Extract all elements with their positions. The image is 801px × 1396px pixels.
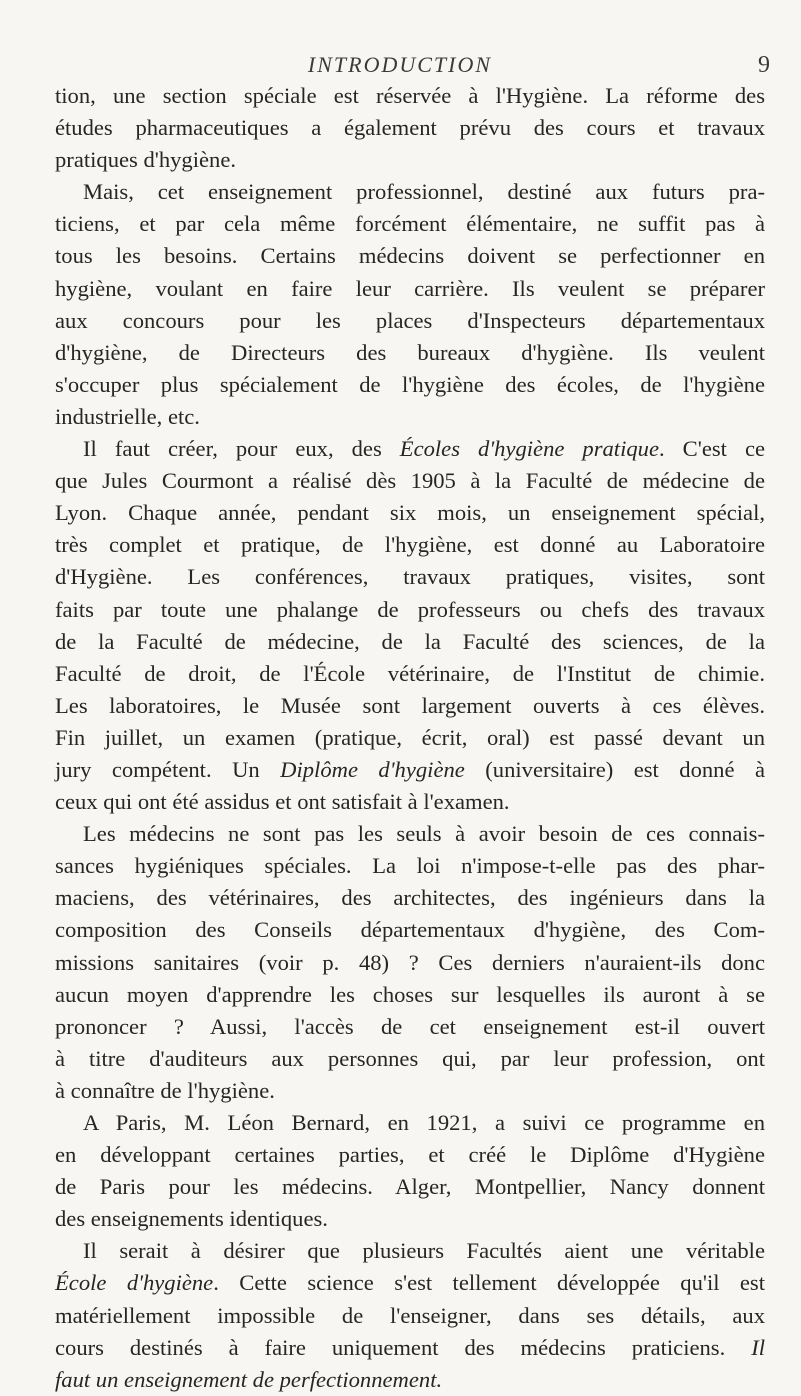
text-line: matériellement impossible de l'enseigner, dans ses détails, aux <box>55 1302 765 1328</box>
text-line: tion, une section spéciale est réservée à l'Hygiène. La réforme des <box>55 83 765 108</box>
text-line: hygiène, voulant en faire leur carrière. Ils veulent se préparer <box>55 275 765 301</box>
text-line: aucun moyen d'apprendre les choses sur lesquelles ils auront à se <box>55 981 765 1007</box>
text-line: ceux qui ont été assidus et ont satisfait à l'examen. <box>55 789 510 815</box>
text-run: . C'est ce <box>659 436 765 462</box>
text-line: sances hygiéniques spéciales. La loi n'impose-t-elle pas des phar- <box>55 853 765 879</box>
text-line <box>55 754 765 786</box>
text-line: Faculté de droit, de l'École vétérinaire, de l'Institut de chimie. <box>55 660 765 686</box>
text-body <box>55 80 765 1396</box>
text-line: faits par toute une phalange de professeurs ou chefs des travaux <box>55 596 765 622</box>
page-number: 9 <box>758 52 770 78</box>
text-line: Lyon. Chaque année, pendant six mois, un enseignement spécial, <box>55 500 765 526</box>
text-line: de Paris pour les médecins. Alger, Montpellier, Nancy donnent <box>55 1174 765 1200</box>
text-line: missions sanitaires (voir p. 48) ? Ces derniers n'auraient-ils donc <box>55 949 765 975</box>
text-line: Les médecins ne sont pas les seuls à avoir besoin de ces connais- <box>83 821 765 847</box>
text-line: tous les besoins. Certains médecins doivent se perfectionner en <box>55 243 765 269</box>
text-line <box>55 433 765 465</box>
paragraph-3 <box>55 433 765 818</box>
paragraph-2 <box>55 176 765 433</box>
text-run: . Cette science s'est tellement développée qu'il est <box>213 1270 765 1296</box>
text-run: (universitaire) est donné à <box>464 756 765 782</box>
text-line: pratiques d'hygiène. <box>55 147 237 173</box>
text-line: ticiens, et par cela même forcément élémentaire, ne suffit pas à <box>55 211 765 237</box>
text-line: industrielle, etc. <box>55 403 200 429</box>
text-line <box>55 1267 765 1299</box>
emphasis-conclusion: faut un enseignement de perfectionnement. <box>55 1366 443 1392</box>
text-line: études pharmaceutiques a également prévu des cours et travaux <box>55 115 765 141</box>
text-line: Les laboratoires, le Musée sont largement ouverts à ces élèves. <box>55 692 765 718</box>
running-title: INTRODUCTION <box>307 52 493 77</box>
text-line: des enseignements identiques. <box>55 1206 328 1232</box>
text-line: très complet et pratique, de l'hygiène, est donné au Laboratoire <box>55 532 765 558</box>
emphasis-diploma: Diplôme d'hygiène <box>280 756 465 782</box>
paragraph-4 <box>55 818 765 1107</box>
text-run: Il faut créer, pour eux, des <box>83 436 400 462</box>
text-line: Fin juillet, un examen (pratique, écrit, oral) est passé devant un <box>55 724 765 750</box>
text-line: prononcer ? Aussi, l'accès de cet enseignement est-il ouvert <box>55 1013 765 1039</box>
text-line <box>55 1364 765 1396</box>
text-line: composition des Conseils départementaux d'hygiène, des Com- <box>55 917 765 943</box>
text-line: à titre d'auditeurs aux personnes qui, par leur profession, ont <box>55 1045 765 1071</box>
text-line: en développant certaines parties, et créé le Diplôme d'Hygiène <box>55 1142 765 1168</box>
text-line: A Paris, M. Léon Bernard, en 1921, a suivi ce programme en <box>83 1110 765 1135</box>
emphasis-school: École d'hygiène <box>55 1270 214 1296</box>
emphasis-school-title: Écoles d'hygiène pratique <box>399 436 659 462</box>
paragraph-6 <box>55 1235 765 1395</box>
text-line: aux concours pour les places d'Inspecteurs départementaux <box>55 307 765 333</box>
emphasis-conclusion-start: Il <box>751 1334 765 1360</box>
text-line: que Jules Courmont a réalisé dès 1905 à la Faculté de médecine de <box>55 468 765 494</box>
paragraph-5 <box>55 1107 765 1235</box>
text-line: d'Hygiène. Les conférences, travaux pratiques, visites, sont <box>55 564 765 590</box>
text-line <box>55 1332 765 1364</box>
text-line: maciens, des vétérinaires, des architectes, des ingénieurs dans la <box>55 885 765 911</box>
text-line: de la Faculté de médecine, de la Faculté des sciences, de la <box>55 628 765 654</box>
text-line: d'hygiène, de Directeurs des bureaux d'hygiène. Ils veulent <box>55 339 765 365</box>
text-line: à connaître de l'hygiène. <box>55 1077 275 1103</box>
text-line: Il serait à désirer que plusieurs Facultés aient une véritable <box>83 1238 765 1264</box>
text-run: cours destinés à faire uniquement des médecins praticiens. <box>55 1334 752 1360</box>
text-line: s'occuper plus spécialement de l'hygiène des écoles, de l'hygiène <box>55 371 765 397</box>
paragraph-1 <box>55 80 765 176</box>
text-run: jury compétent. Un <box>55 756 281 782</box>
text-line: Mais, cet enseignement professionnel, destiné aux futurs pra- <box>83 179 765 205</box>
